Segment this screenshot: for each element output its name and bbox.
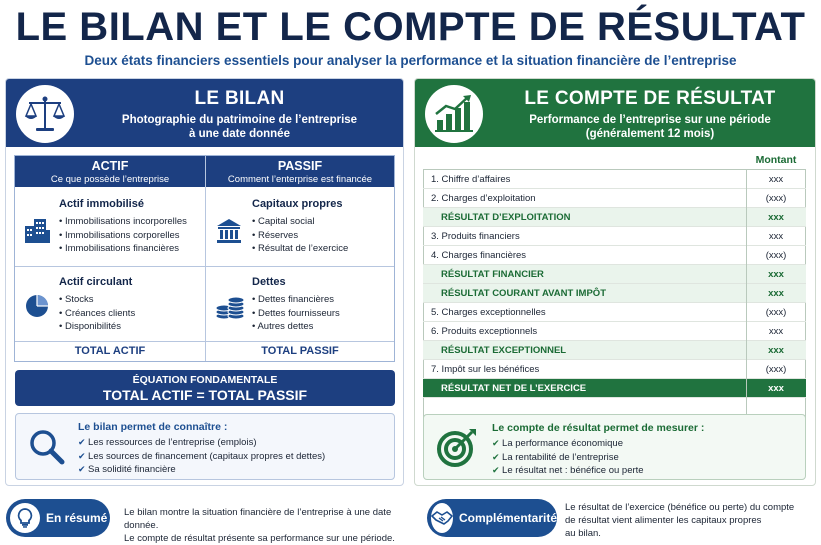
list-item: ✔ Le résultat net : bénéfice ou perte [492, 464, 644, 478]
knowledge-heading: Le bilan permet de connaître : [78, 421, 228, 433]
complementarite-pill [427, 499, 557, 537]
list-item: • Résultat de l’exercice [252, 242, 348, 256]
row-label: RÉSULTAT D’EXPLOITATION [441, 212, 571, 223]
complementarite-text [565, 501, 815, 540]
compte-description [485, 113, 815, 141]
list-item: • Réserves [252, 229, 348, 243]
dettes [252, 276, 340, 334]
capitaux-propres [252, 198, 348, 256]
row-value: xxx [768, 345, 784, 356]
bilan-description [76, 113, 403, 141]
lightbulb-icon [10, 503, 40, 533]
row-label: 7. Impôt sur les bénéfices [431, 364, 540, 375]
list-item: • Capital social [252, 215, 348, 229]
page-subtitle: Deux états financiers essentiels pour analyser la performance et la situation financière de l’entreprise [84, 53, 737, 68]
table-row [423, 284, 806, 303]
actif-subtitle: Ce que possède l’entreprise [50, 174, 170, 185]
table-row [423, 208, 806, 227]
equation-box [15, 370, 395, 406]
table-row [423, 170, 806, 189]
total-passif: TOTAL PASSIF [261, 345, 339, 357]
table-row [423, 379, 806, 398]
actif-immobilise [59, 198, 187, 256]
list-item: ✔ Sa solidité financière [78, 463, 325, 477]
table-row [423, 189, 806, 208]
compte-panel [414, 78, 816, 486]
row-value: xxx [768, 326, 784, 337]
actif-header [15, 156, 205, 187]
row-value: (xxx) [765, 307, 787, 318]
row-value: xxx [768, 231, 784, 242]
row-label: RÉSULTAT NET DE L’EXERCICE [441, 383, 587, 394]
equation-label: ÉQUATION FONDAMENTALE [132, 374, 278, 386]
resume-pill [6, 499, 110, 537]
bilan-knowledge-box [15, 413, 395, 480]
complementarite-label: Complémentarité [459, 511, 558, 525]
resume-line1: Le bilan montre la situation financière de l’entreprise à une date donnée. [124, 507, 392, 531]
complementarite-line3: au bilan. [565, 528, 601, 539]
growth-chart-icon [425, 85, 483, 143]
table-row [423, 360, 806, 379]
row-label: RÉSULTAT COURANT AVANT IMPÔT [441, 288, 607, 299]
capitaux-propres-heading: Capitaux propres [252, 198, 343, 210]
bilan-header [6, 79, 403, 147]
list-item: ✔ La rentabilité de l’entreprise [492, 451, 644, 465]
dettes-heading: Dettes [252, 276, 286, 288]
compte-header [415, 79, 815, 147]
row-divider [15, 266, 394, 267]
compte-title: LE COMPTE DE RÉSULTAT [524, 88, 776, 109]
equation-formula: TOTAL ACTIF = TOTAL PASSIF [102, 387, 308, 403]
row-value: (xxx) [765, 250, 787, 261]
row-value: xxx [768, 288, 784, 299]
actif-circulant [59, 276, 135, 334]
target-icon [436, 427, 478, 474]
column-divider [746, 169, 747, 416]
passif-subtitle: Comment l’enterprise est financée [227, 174, 373, 185]
list-item: • Autres dettes [252, 320, 340, 334]
list-item: • Immobilisations incorporelles [59, 215, 187, 229]
table-row [423, 227, 806, 246]
total-actif: TOTAL ACTIF [74, 345, 146, 357]
row-value: xxx [768, 212, 784, 223]
row-label: 6. Produits exceptionnels [431, 326, 538, 337]
coins-icon [215, 292, 245, 327]
list-item: • Stocks [59, 293, 135, 307]
table-row [423, 265, 806, 284]
resume-text [124, 506, 414, 545]
magnifier-icon [28, 428, 66, 471]
handshake-icon [431, 503, 453, 533]
scales-icon [16, 85, 74, 143]
list-item: ✔ Les ressources de l’entreprise (emplois) [78, 436, 325, 450]
bilan-desc-line1: Photographie du patrimoine de l’entreprise [121, 114, 358, 126]
bilan-table [14, 155, 395, 362]
row-label: 4. Charges financières [431, 250, 527, 261]
compte-desc-line1: Performance de l’entreprise sur une période [529, 114, 771, 126]
row-label: 3. Produits financiers [431, 231, 520, 242]
resume-line2: Le compte de résultat présente sa performance sur une période. [124, 533, 395, 544]
list-item: • Dettes financières [252, 293, 340, 307]
row-value: (xxx) [765, 364, 787, 375]
row-label: 2. Charges d’exploitation [431, 193, 536, 204]
passif-title: PASSIF [277, 159, 323, 173]
bilan-desc-line2: à une date donnée [189, 128, 290, 140]
actif-immobilise-heading: Actif immobilisé [59, 198, 144, 210]
complementarite-line2: de résultat vient alimenter les capitaux propres [565, 515, 762, 526]
list-item: ✔ La performance économique [492, 437, 644, 451]
table-row [423, 246, 806, 265]
list-item: • Créances clients [59, 307, 135, 321]
measure-heading: Le compte de résultat permet de mesurer : [492, 422, 705, 434]
actif-circulant-heading: Actif circulant [59, 276, 133, 288]
passif-header [206, 156, 394, 187]
row-label: RÉSULTAT EXCEPTIONNEL [441, 345, 567, 356]
complementarite-line1: Le résultat de l’exercice (bénéfice ou perte) du compte [565, 502, 795, 513]
row-label: RÉSULTAT FINANCIER [441, 269, 544, 280]
list-item: • Dettes fournisseurs [252, 307, 340, 321]
list-item: ✔ Les sources de financement (capitaux propres et dettes) [78, 450, 325, 464]
row-value: (xxx) [765, 193, 787, 204]
table-row [423, 303, 806, 322]
row-value: xxx [768, 269, 784, 280]
bilan-panel [5, 78, 404, 486]
table-row [423, 322, 806, 341]
bank-icon [215, 216, 243, 249]
table-row [423, 341, 806, 360]
actif-title: ACTIF [91, 159, 129, 173]
list-item: • Immobilisations financières [59, 242, 187, 256]
row-label: 1. Chiffre d’affaires [431, 174, 511, 185]
list-item: • Disponibilités [59, 320, 135, 334]
resume-label: En résumé [46, 511, 108, 525]
row-value: xxx [768, 383, 784, 394]
compte-desc-line2: (généralement 12 mois) [585, 128, 715, 140]
row-value: xxx [768, 174, 784, 185]
list-item: • Immobilisations corporelles [59, 229, 187, 243]
pie-chart-icon [23, 292, 51, 325]
row-label: 5. Charges exceptionnelles [431, 307, 546, 318]
page-title: LE BILAN ET LE COMPTE DE RÉSULTAT [15, 5, 806, 49]
bilan-title: LE BILAN [194, 88, 285, 109]
compte-measure-box [423, 414, 806, 480]
montant-header: Montant [755, 154, 797, 166]
building-icon [23, 216, 51, 249]
column-divider [205, 156, 206, 361]
